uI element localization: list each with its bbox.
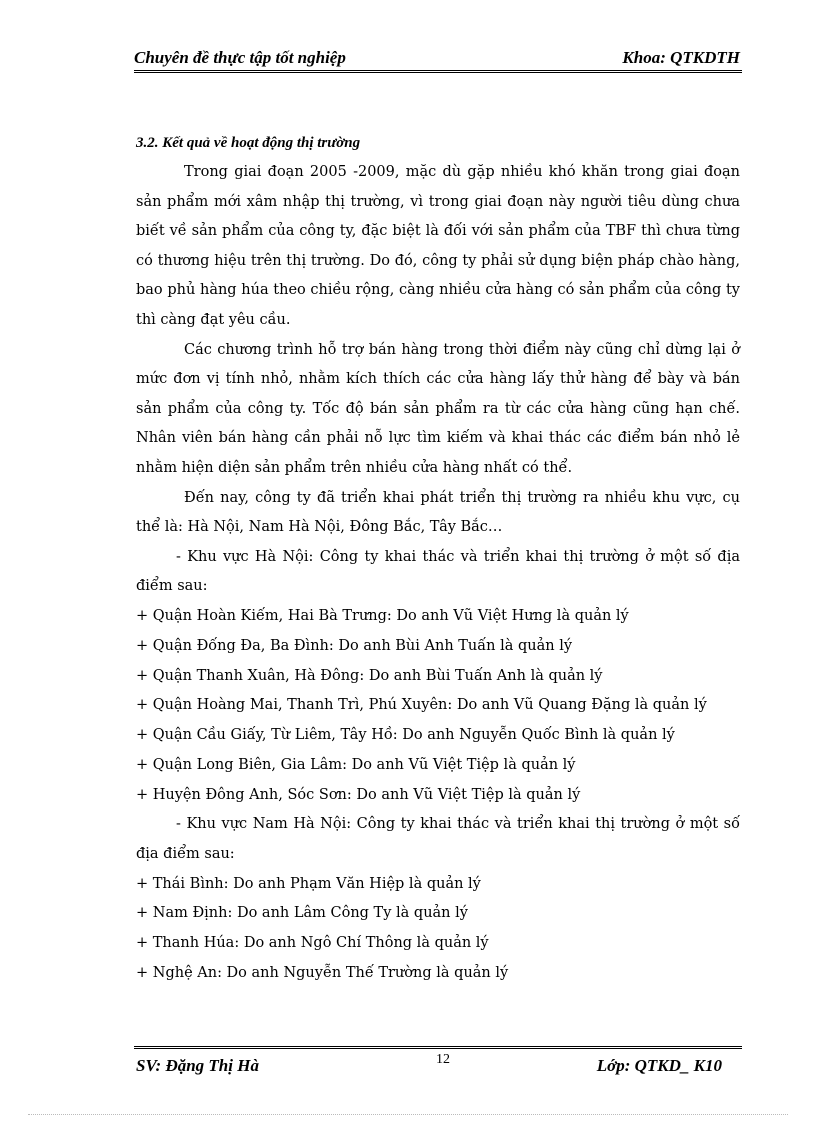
document-body (136, 128, 740, 989)
section-heading: 3.2. Kết quả về hoạt động thị trường (136, 135, 361, 151)
paragraph: Đến nay, công ty đã triển khai phát triển thị trường ra nhiều khu vực, cụ thể là: Hà Nội, Nam Hà Nội, Đông Bắc, Tây Bắc… (136, 489, 740, 536)
list-item: + Quận Long Biên, Gia Lâm: Do anh Vũ Việt Tiệp là quản lý (136, 756, 576, 773)
list-item: + Thái Bình: Do anh Phạm Văn Hiệp là quản lý (136, 875, 481, 892)
paragraph: Các chương trình hỗ trợ bán hàng trong thời điểm này cũng chỉ dừng lại ở mức đơn vị tính nhỏ, nhằm kích thích các cửa hàng lấy thử hàng để bày và bán sản phẩm của công ty. Tốc độ bán sản phẩm ra từ các cửa hàng cũng hạn chế. Nhân viên bán hàng cần phải nỗ lực tìm kiếm và khai thác các điểm bán nhỏ lẻ nhằm hiện diện sản phẩm trên nhiều cửa hàng nhất có thể. (136, 341, 740, 476)
page-footer (134, 1046, 742, 1078)
list-item: + Quận Hoàng Mai, Thanh Trì, Phú Xuyên: Do anh Vũ Quang Đặng là quản lý (136, 697, 707, 714)
list-item: + Quận Đống Đa, Ba Đình: Do anh Bùi Anh Tuấn là quản lý (136, 637, 573, 654)
header-department: Khoa: QTKDTH (622, 48, 740, 67)
footer-student: SV: Đặng Thị Hà (136, 1056, 259, 1075)
list-item: + Quận Thanh Xuân, Hà Đông: Do anh Bùi Tuấn Anh là quản lý (136, 667, 603, 684)
footer-rule (134, 1046, 742, 1049)
list-item: + Huyện Đông Anh, Sóc Sơn: Do anh Vũ Việt Tiệp là quản lý (136, 786, 581, 803)
page-number: 12 (436, 1052, 450, 1067)
paragraph: Trong giai đoạn 2005 -2009, mặc dù gặp nhiều khó khăn trong giai đoạn sản phẩm mới xâm nhập thị trường, vì trong giai đoạn này người tiêu dùng chưa biết về sản phẩm của công ty, đặc biệt là đối với sản phẩm của TBF thì chưa từng có thương hiệu trên thị trường. Do đó, công ty phải sử dụng biện pháp chào hàng, bao phủ hàng húa theo chiều rộng, càng nhiều cửa hàng có sản phẩm của công ty thì càng đạt yêu cầu. (136, 164, 740, 328)
header-rule (134, 70, 742, 73)
page-bottom-dotted-border (28, 1114, 788, 1115)
region-hanoi-intro: - Khu vực Hà Nội: Công ty khai thác và triển khai thị trường ở một số địa điểm sau: (136, 548, 740, 595)
list-item: + Quận Cầu Giấy, Từ Liêm, Tây Hồ: Do anh Nguyễn Quốc Bình là quản lý (136, 727, 675, 744)
list-item: + Thanh Húa: Do anh Ngô Chí Thông là quản lý (136, 935, 489, 952)
list-item: + Quận Hoàn Kiếm, Hai Bà Trưng: Do anh Vũ Việt Hưng là quản lý (136, 607, 629, 624)
header-title: Chuyên đề thực tập tốt nghiệp (134, 48, 346, 67)
region-namhanoi-intro: - Khu vực Nam Hà Nội: Công ty khai thác và triển khai thị trường ở một số địa điểm sau: (136, 816, 740, 863)
list-item: + Nghệ An: Do anh Nguyễn Thế Trường là quản lý (136, 965, 509, 982)
page-header (134, 44, 742, 72)
list-item: + Nam Định: Do anh Lâm Công Ty là quản lý (136, 905, 468, 922)
footer-class: Lớp: QTKD_ K10 (596, 1056, 722, 1075)
